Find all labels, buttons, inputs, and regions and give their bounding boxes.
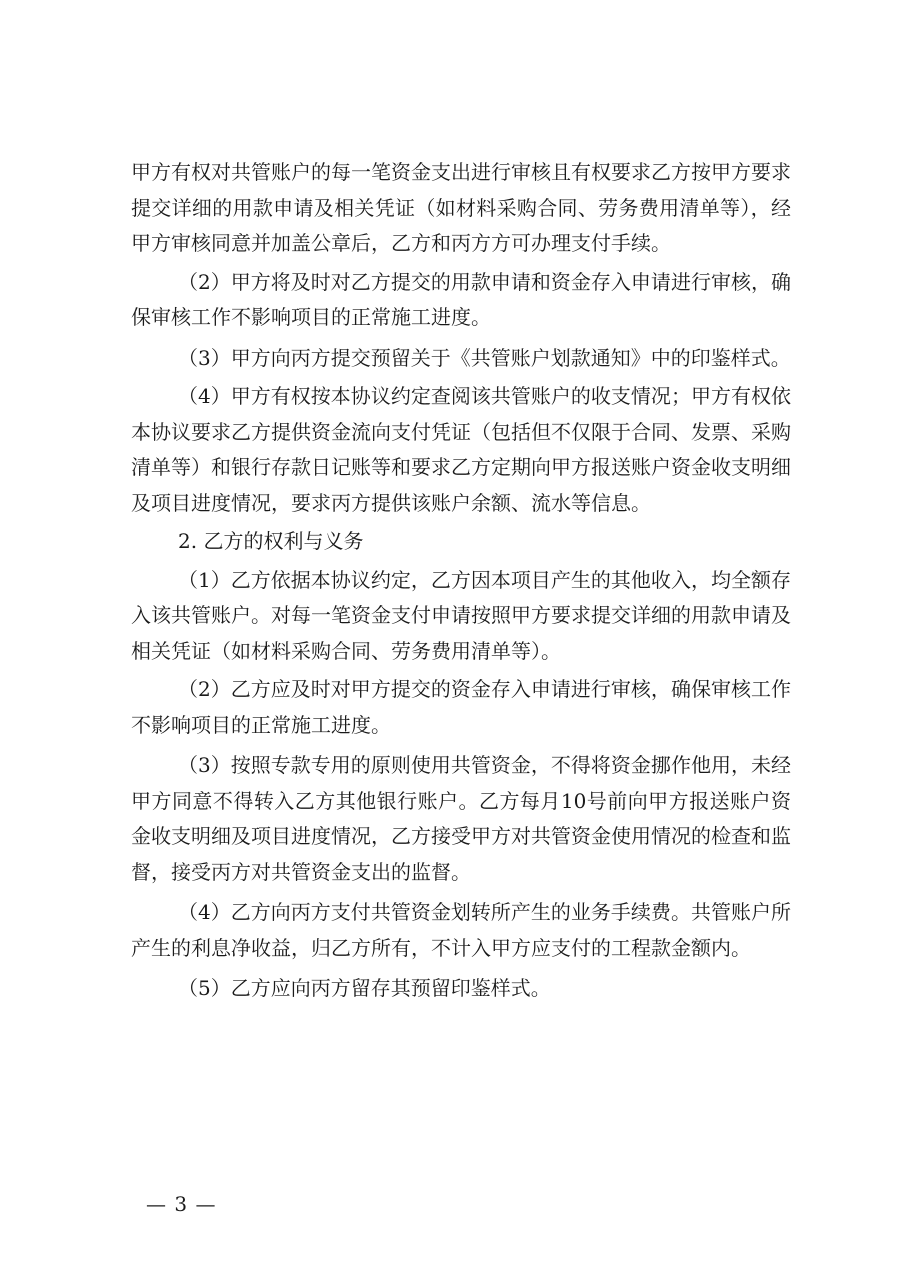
document-body (131, 155, 791, 1007)
paragraph-party-a-item-2: （2）甲方将及时对乙方提交的用款申请和资金存入申请进行审核，确保审核工作不影响项目的正常施工进度。 (131, 269, 791, 329)
paragraph-party-a-item-4: （4）甲方有权按本协议约定查阅该共管账户的收支情况；甲方有权依本协议要求乙方提供资金流向支付凭证（包括但不仅限于合同、发票、采购清单等）和银行存款日记账等和要求乙方定期向甲方报送账户资金收支明细及项目进度情况，要求丙方提供该账户余额、流水等信息。 (131, 384, 791, 515)
paragraph-party-b-item-3: （3）按照专款专用的原则使用共管资金，不得将资金挪作他用，未经甲方同意不得转入乙方其他银行账户。乙方每月10号前向甲方报送账户资金收支明细及项目进度情况，乙方接受甲方对共管资金使用情况的检查和监督，接受丙方对共管资金支出的监督。 (131, 753, 791, 884)
paragraph-party-b-item-5: （5）乙方应向丙方留存其预留印鉴样式。 (178, 976, 551, 1000)
paragraph-party-b-item-2: （2）乙方应及时对甲方提交的资金存入申请进行审核，确保审核工作不影响项目的正常施工进度。 (131, 677, 791, 737)
section-heading-party-b: 2. 乙方的权利与义务 (178, 529, 364, 553)
paragraph-party-b-item-1: （1）乙方依据本协议约定，乙方因本项目产生的其他收入，均全额存入该共管账户。对每一笔资金支付申请按照甲方要求提交详细的用款申请及相关凭证（如材料采购合同、劳务费用清单等）。 (131, 567, 791, 663)
paragraph-party-b-item-4: （4）乙方向丙方支付共管资金划转所产生的业务手续费。共管账户所产生的利息净收益，归乙方所有，不计入甲方应支付的工程款金额内。 (131, 900, 791, 960)
page-number: — 3 — (146, 1192, 217, 1216)
paragraph-continuation: 甲方有权对共管账户的每一笔资金支出进行审核且有权要求乙方按甲方要求提交详细的用款申请及相关凭证（如材料采购合同、劳务费用清单等），经甲方审核同意并加盖公章后，乙方和丙方方可办理支付手续。 (131, 160, 791, 255)
paragraph-party-a-item-3: （3）甲方向丙方提交预留关于《共管账户划款通知》中的印鉴样式。 (178, 345, 791, 370)
